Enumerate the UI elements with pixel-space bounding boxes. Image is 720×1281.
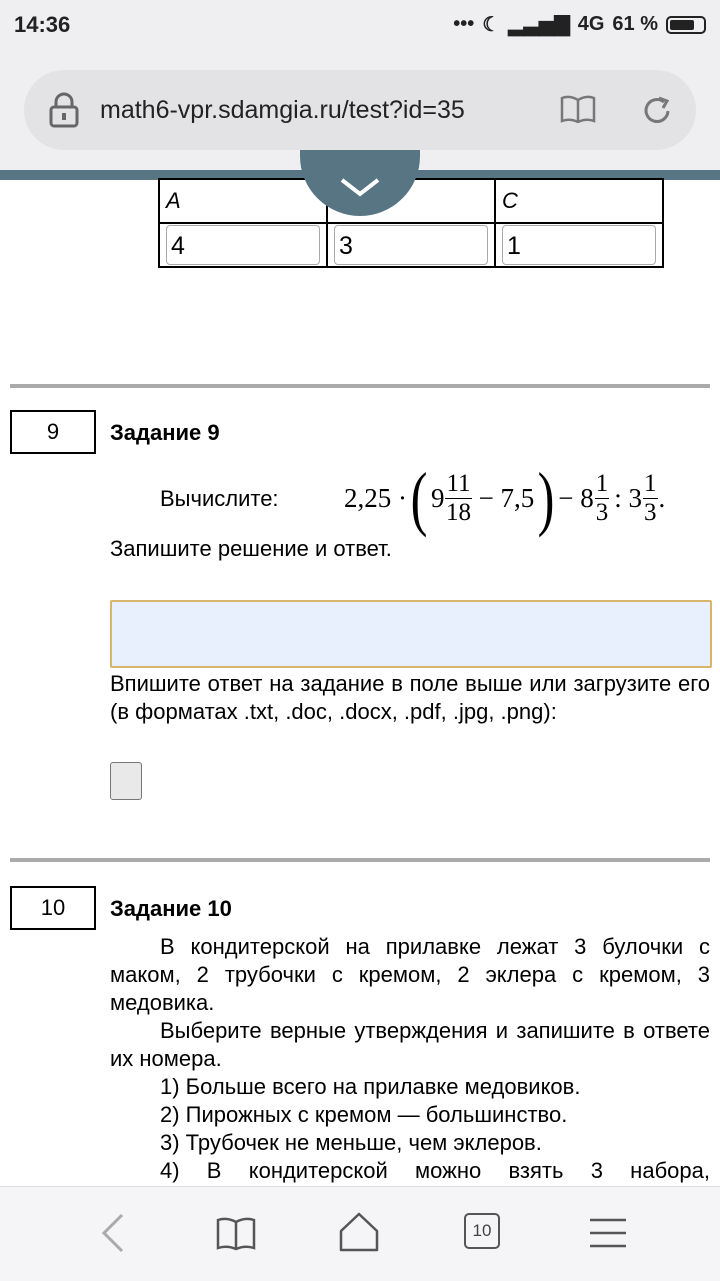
list-item: 3) Трубочек не меньше, чем эклеров. (160, 1130, 542, 1155)
formula-part: − 7,5 (478, 482, 535, 513)
list-item: 4) В кондитерской можно взять 3 набора, (160, 1158, 710, 1183)
back-icon[interactable] (98, 1213, 128, 1253)
list-item: 1) Больше всего на прилавке медовиков. (160, 1074, 581, 1099)
table-cell (327, 223, 495, 267)
formula-part: : 3 (614, 482, 643, 513)
home-icon[interactable] (338, 1211, 380, 1253)
fraction-denominator: 18 (446, 498, 472, 526)
table-cell (495, 223, 663, 267)
moon-icon: ☾ (482, 14, 501, 36)
formula-part: 2,25 · (344, 482, 407, 513)
task-text: Выберите верные утверждения и запишите в ответе их номера. (110, 1018, 710, 1071)
task-title: Задание 9 (110, 420, 220, 445)
battery-icon (666, 16, 706, 34)
table-header-cell: A (159, 179, 327, 223)
formula-part: . (658, 482, 666, 513)
battery-percent: 61 % (612, 13, 658, 35)
task-text: В кондитерской на прилавке лежат 3 булочки с маком, 2 трубочки с кремом, 2 эклера с кремом, 3 медовика. (110, 934, 710, 1015)
task-instruction: Запишите решение и ответ. (110, 536, 392, 561)
url-text[interactable]: math6-vpr.sdamgia.ru/test?id=35 (100, 96, 465, 124)
paren-open: ( (410, 458, 428, 538)
math-formula (344, 458, 714, 538)
divider (10, 858, 710, 862)
formula-part: − 8 (558, 482, 594, 513)
fraction (595, 470, 610, 527)
answer-textarea[interactable] (110, 600, 712, 668)
bookmarks-icon[interactable] (216, 1217, 256, 1251)
task-number-box: 9 (10, 410, 96, 454)
signal-icon: ▂▃▅▇ (508, 14, 570, 36)
reader-mode-icon[interactable] (560, 95, 596, 123)
chevron-down-icon (300, 150, 420, 216)
table-row (159, 223, 663, 267)
fraction-numerator: 1 (644, 469, 657, 497)
status-time: 14:36 (14, 12, 71, 37)
network-type: 4G (577, 13, 605, 35)
reload-icon[interactable] (640, 94, 674, 128)
fraction-denominator: 3 (644, 498, 657, 526)
task-number-box: 10 (10, 886, 96, 930)
answer-input-b[interactable]: 3 (334, 225, 488, 265)
bottom-nav-bar (0, 1186, 720, 1281)
task-title: Задание 10 (110, 896, 232, 921)
upload-hint: Впишите ответ на задание в поле выше или загрузите его (в форматах .txt, .doc, .docx, .pdf, .jpg, .png): (110, 671, 710, 724)
table-cell (159, 223, 327, 267)
formula-part: 9 (430, 482, 445, 513)
collapse-tab[interactable] (300, 150, 420, 216)
status-icons (453, 12, 706, 37)
answer-input-a[interactable]: 4 (166, 225, 320, 265)
answer-input-c[interactable]: 1 (502, 225, 656, 265)
menu-icon[interactable] (588, 1217, 628, 1249)
fraction-numerator: 11 (446, 469, 471, 497)
fraction (643, 470, 658, 527)
file-upload-button[interactable] (110, 762, 142, 800)
tabs-button[interactable]: 10 (464, 1213, 500, 1249)
list-item: 2) Пирожных с кремом — большинство. (160, 1102, 568, 1127)
paren-close: ) (537, 458, 555, 538)
more-dots-icon: ••• (453, 13, 475, 35)
fraction-numerator: 1 (595, 469, 609, 497)
fraction-denominator: 3 (595, 498, 609, 526)
fraction (445, 470, 471, 527)
task-prompt: Вычислите: (160, 486, 279, 511)
table-header-cell: C (495, 179, 663, 223)
lock-icon (48, 92, 80, 128)
divider (10, 384, 710, 388)
